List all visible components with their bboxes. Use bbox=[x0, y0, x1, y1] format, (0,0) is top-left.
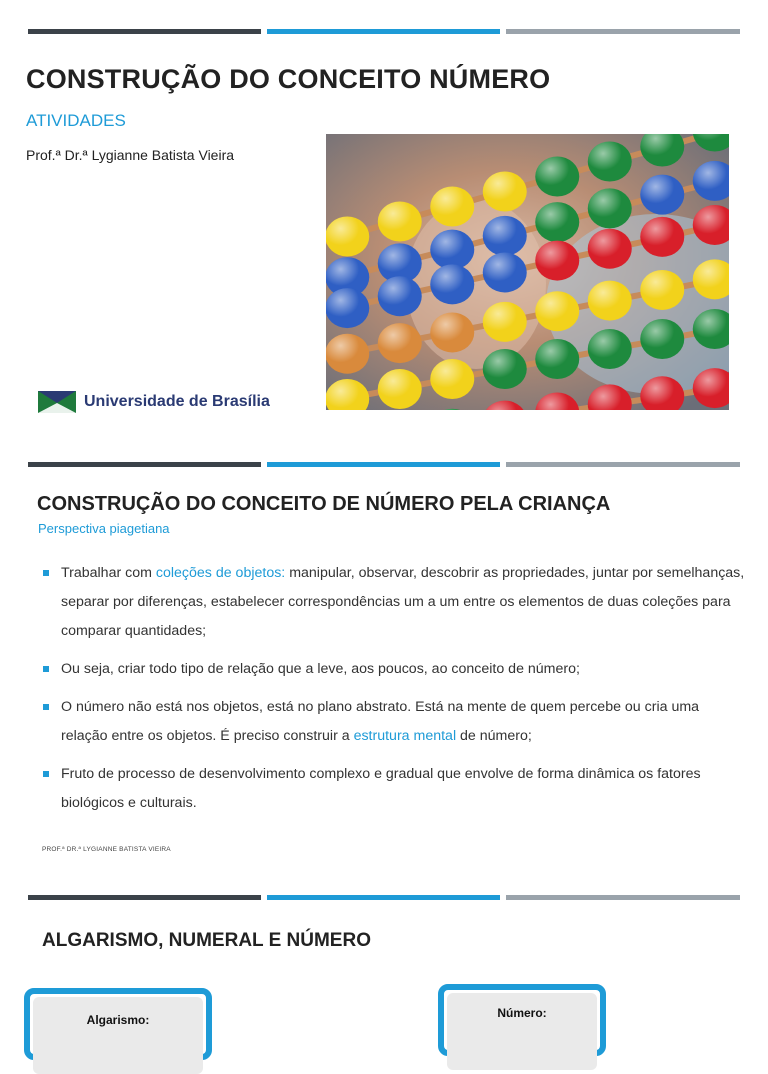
abacus-photo bbox=[326, 134, 729, 410]
abacus-bead-highlight bbox=[588, 188, 632, 228]
top-bar-dark-segment bbox=[28, 462, 261, 467]
slide-number-concept bbox=[0, 445, 768, 875]
abacus-bead-highlight bbox=[588, 229, 632, 269]
abacus-bead-highlight bbox=[588, 281, 632, 321]
bullet-item bbox=[42, 655, 746, 684]
bullet-highlight: estrutura mental bbox=[353, 728, 457, 744]
author-name: Prof.ª Dr.ª Lygianne Batista Vieira bbox=[26, 147, 235, 163]
top-bar-blue-segment bbox=[267, 462, 500, 467]
bullet-item bbox=[42, 693, 746, 751]
abacus-bead-highlight bbox=[535, 339, 579, 379]
abacus-bead-highlight bbox=[378, 369, 422, 409]
abacus-bead-highlight bbox=[483, 252, 527, 292]
abacus-bead-highlight bbox=[326, 217, 369, 257]
abacus-bead-highlight bbox=[378, 276, 422, 316]
bullet-text: Ou seja, criar todo tipo de relação que a leve, aos poucos, ao conceito de número; bbox=[61, 661, 580, 677]
bullet-square-icon bbox=[43, 666, 49, 672]
abacus-bead-highlight bbox=[483, 172, 527, 212]
abacus-bead-highlight bbox=[326, 288, 369, 328]
bullet-text: de número; bbox=[456, 728, 532, 744]
presentation-subtitle: ATIVIDADES bbox=[26, 111, 126, 130]
slide-title: ALGARISMO, NUMERAL E NÚMERO bbox=[42, 930, 371, 951]
abacus-bead-highlight bbox=[430, 312, 474, 352]
slide-top-bar bbox=[28, 462, 740, 467]
bullet-list bbox=[42, 559, 746, 827]
bullet-text: O número não está nos objetos, está no plano abstrato. Está na mente de quem percebe ou cria uma relação entre os objetos. É preciso construir a bbox=[61, 699, 700, 744]
top-bar-gray-segment bbox=[506, 895, 740, 900]
slide-title: CONSTRUÇÃO DO CONCEITO DE NÚMERO PELA CRIANÇA bbox=[37, 493, 611, 515]
abacus-bead-highlight bbox=[588, 329, 632, 369]
slide-subtitle: Perspectiva piagetiana bbox=[38, 521, 170, 536]
slide-top-bar bbox=[28, 29, 740, 34]
abacus-bead-highlight bbox=[430, 230, 474, 270]
abacus-bead-highlight bbox=[483, 216, 527, 256]
abacus-bead-highlight bbox=[430, 187, 474, 227]
bullet-text: Fruto de processo de desenvolvimento complexo e gradual que envolve de forma dinâmica os fatores biológicos e culturais. bbox=[61, 766, 701, 811]
abacus-bead-highlight bbox=[535, 157, 579, 197]
abacus-bead-highlight bbox=[378, 323, 422, 363]
abacus-bead-highlight bbox=[535, 291, 579, 331]
top-bar-blue-segment bbox=[267, 29, 500, 34]
top-bar-gray-segment bbox=[506, 29, 740, 34]
algarismo-card bbox=[24, 988, 212, 1060]
bullet-item bbox=[42, 760, 746, 818]
abacus-bead-highlight bbox=[378, 202, 422, 242]
top-bar-dark-segment bbox=[28, 29, 261, 34]
university-name: Universidade de Brasília bbox=[84, 393, 270, 410]
top-bar-gray-segment bbox=[506, 462, 740, 467]
presentation-title: CONSTRUÇÃO DO CONCEITO NÚMERO bbox=[26, 64, 551, 94]
abacus-bead-highlight bbox=[640, 270, 684, 310]
numero-card bbox=[438, 984, 606, 1056]
bullet-text: Trabalhar com bbox=[61, 565, 156, 581]
bullet-square-icon bbox=[43, 704, 49, 710]
unb-emblem-icon bbox=[38, 391, 76, 413]
abacus-bead-highlight bbox=[640, 175, 684, 215]
abacus-bead-highlight bbox=[483, 302, 527, 342]
bullet-square-icon bbox=[43, 771, 49, 777]
card-label: Algarismo: bbox=[33, 997, 203, 1074]
abacus-bead-highlight bbox=[430, 264, 474, 304]
abacus-bead-highlight bbox=[483, 349, 527, 389]
abacus-bead-highlight bbox=[430, 359, 474, 399]
slide-algarismo bbox=[0, 878, 768, 1027]
bullet-square-icon bbox=[43, 570, 49, 576]
abacus-bead-highlight bbox=[588, 142, 632, 182]
abacus-bead-highlight bbox=[640, 217, 684, 257]
abacus-bead-highlight bbox=[535, 241, 579, 281]
top-bar-dark-segment bbox=[28, 895, 261, 900]
bullet-highlight: coleções de objetos: bbox=[155, 565, 286, 581]
abacus-bead-highlight bbox=[326, 334, 369, 374]
slide-top-bar bbox=[28, 895, 740, 900]
card-label: Número: bbox=[447, 993, 597, 1070]
abacus-bead-highlight bbox=[535, 202, 579, 242]
slide-footer: PROF.ª DR.ª LYGIANNE BATISTA VIEIRA bbox=[42, 846, 171, 853]
university-logo bbox=[38, 390, 270, 414]
abacus-bead-highlight bbox=[640, 319, 684, 359]
bullet-item bbox=[42, 559, 746, 646]
bullet-text: manipular, observar, descobrir as propriedades, juntar por semelhanças, separar por diferenças, estabelecer correspondências um a um entre os elementos de duas coleções para comparar quantidades; bbox=[61, 565, 745, 639]
top-bar-blue-segment bbox=[267, 895, 500, 900]
slide-title bbox=[0, 0, 768, 440]
